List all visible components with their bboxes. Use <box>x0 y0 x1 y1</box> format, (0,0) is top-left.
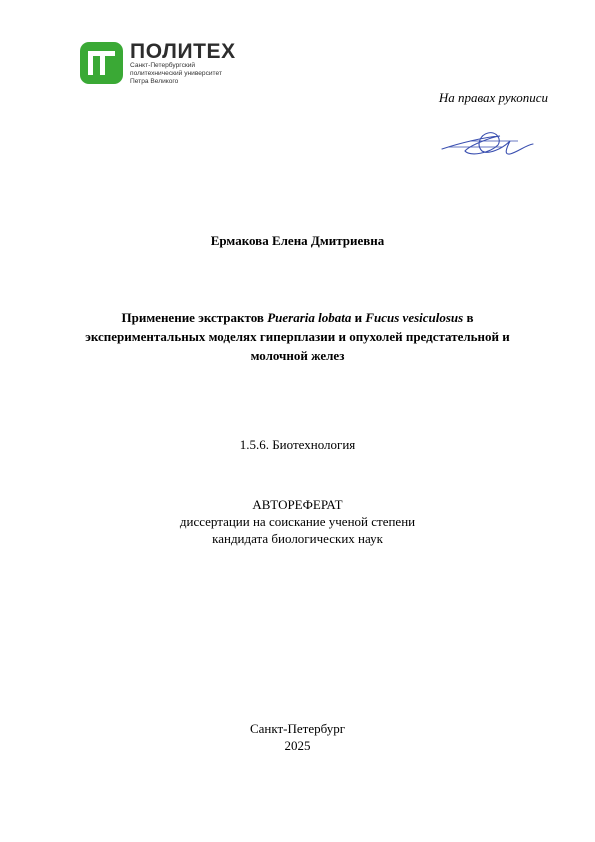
title-species-2: Fucus vesiculosus <box>365 310 464 325</box>
title-line-2: экспериментальных моделях гиперплазии и опухолей предстательной и <box>85 329 510 344</box>
title-species-1: Pueraria lobata <box>267 310 352 325</box>
manuscript-rights-note: На правах рукописи <box>438 90 548 105</box>
politech-logo-icon <box>80 42 123 84</box>
logo-line-2: политехнический университет <box>130 70 222 77</box>
university-logo <box>80 42 255 86</box>
document-type: АВТОРЕФЕРАТ <box>252 497 343 512</box>
logo-line-3: Петра Великого <box>130 78 179 85</box>
year: 2025 <box>284 738 311 753</box>
title-part-3: в <box>463 310 474 325</box>
title-part-1: Применение экстрактов <box>121 310 268 325</box>
specialty: 1.5.6. Биотехнология <box>239 437 356 452</box>
dissertation-line-2: кандидата биологических наук <box>212 531 383 546</box>
city: Санкт-Петербург <box>249 721 346 736</box>
dissertation-line-1: диссертации на соискание ученой степени <box>179 514 416 529</box>
author-signature <box>440 127 535 159</box>
logo-line-1: Санкт-Петербургский <box>130 62 196 69</box>
dissertation-title <box>40 308 555 365</box>
logo-name: ПОЛИТЕХ <box>130 40 236 63</box>
author-name: Ермакова Елена Дмитриевна <box>210 233 385 248</box>
place-year-block <box>40 720 555 754</box>
title-line-3: молочной желез <box>250 348 345 363</box>
title-part-2: и <box>351 310 366 325</box>
document-type-block <box>40 496 555 547</box>
title-line-1 <box>40 308 555 327</box>
